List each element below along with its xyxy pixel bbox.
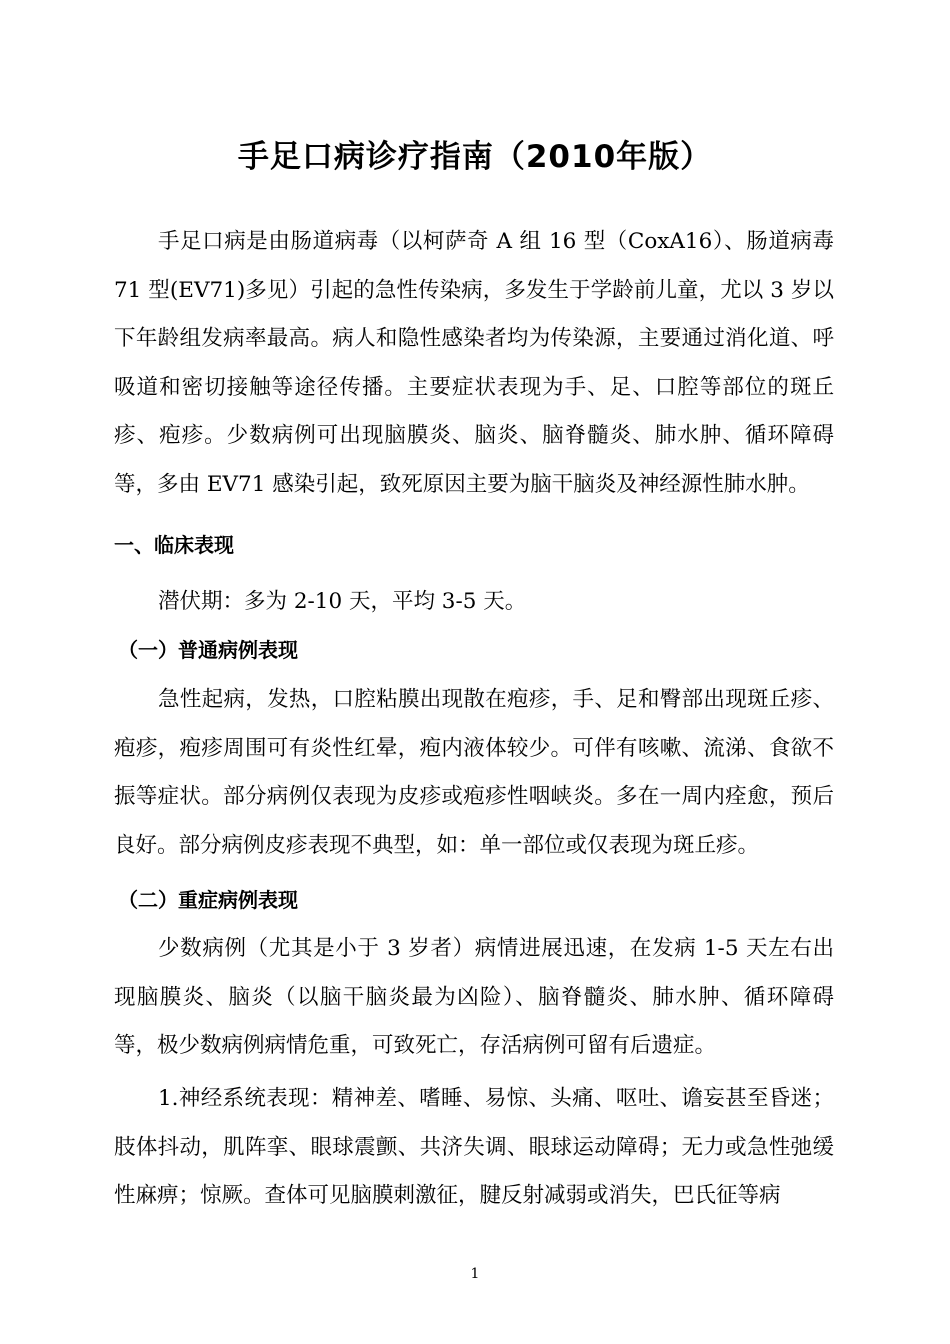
intro-paragraph: 手足口病是由肠道病毒（以柯萨奇 A 组 16 型（CoxA16）、肠道病毒71 型(EV71)多见）引起的急性传染病，多发生于学龄前儿童，尤以 3 岁以下年龄组发病率最高。病人和隐性感染者均为传染源，主要通过消化道、呼吸道和密切接触等途径传播。主要症状表现为手、足、口腔等部位的斑丘疹、疱疹。少数病例可出现脑膜炎、脑炎、脑脊髓炎、肺水肿、循环障碍等，多由 EV71 感染引起，致死原因主要为脑干脑炎及神经源性肺水肿。 — [114, 229, 834, 497]
incubation-paragraph: 潜伏期：多为 2-10 天，平均 3-5 天。 — [158, 589, 527, 614]
severe-cases-paragraph: 少数病例（尤其是小于 3 岁者）病情进展迅速，在发病 1-5 天左右出现脑膜炎、脑炎（以脑干脑炎最为凶险）、脑脊髓炎、肺水肿、循环障碍等，极少数病例病情危重，可致死亡，存活病例可留有后遗症。 — [114, 936, 834, 1058]
section-heading-clinical: 一、临床表现 — [114, 533, 234, 557]
document-title: 手足口病诊疗指南（2010年版） — [237, 138, 713, 175]
subsection-heading-severe: （二）重症病例表现 — [118, 888, 298, 912]
common-cases-paragraph: 急性起病，发热，口腔粘膜出现散在疱疹，手、足和臀部出现斑丘疹、疱疹，疱疹周围可有炎性红晕，疱内液体较少。可伴有咳嗽、流涕、食欲不振等症状。部分病例仅表现为皮疹或疱疹性咽峡炎。多在一周内痊愈，预后良好。部分病例皮疹表现不典型，如：单一部位或仅表现为斑丘疹。 — [114, 687, 834, 858]
neuro-symptoms-paragraph: 1.神经系统表现：精神差、嗜睡、易惊、头痛、呕吐、谵妄甚至昏迷；肢体抖动，肌阵挛、眼球震颤、共济失调、眼球运动障碍；无力或急性弛缓性麻痹；惊厥。查体可见脑膜刺激征，腱反射减弱或消失，巴氏征等病 — [114, 1086, 834, 1208]
page-number: 1 — [470, 1266, 480, 1282]
subsection-heading-common: （一）普通病例表现 — [118, 638, 298, 662]
